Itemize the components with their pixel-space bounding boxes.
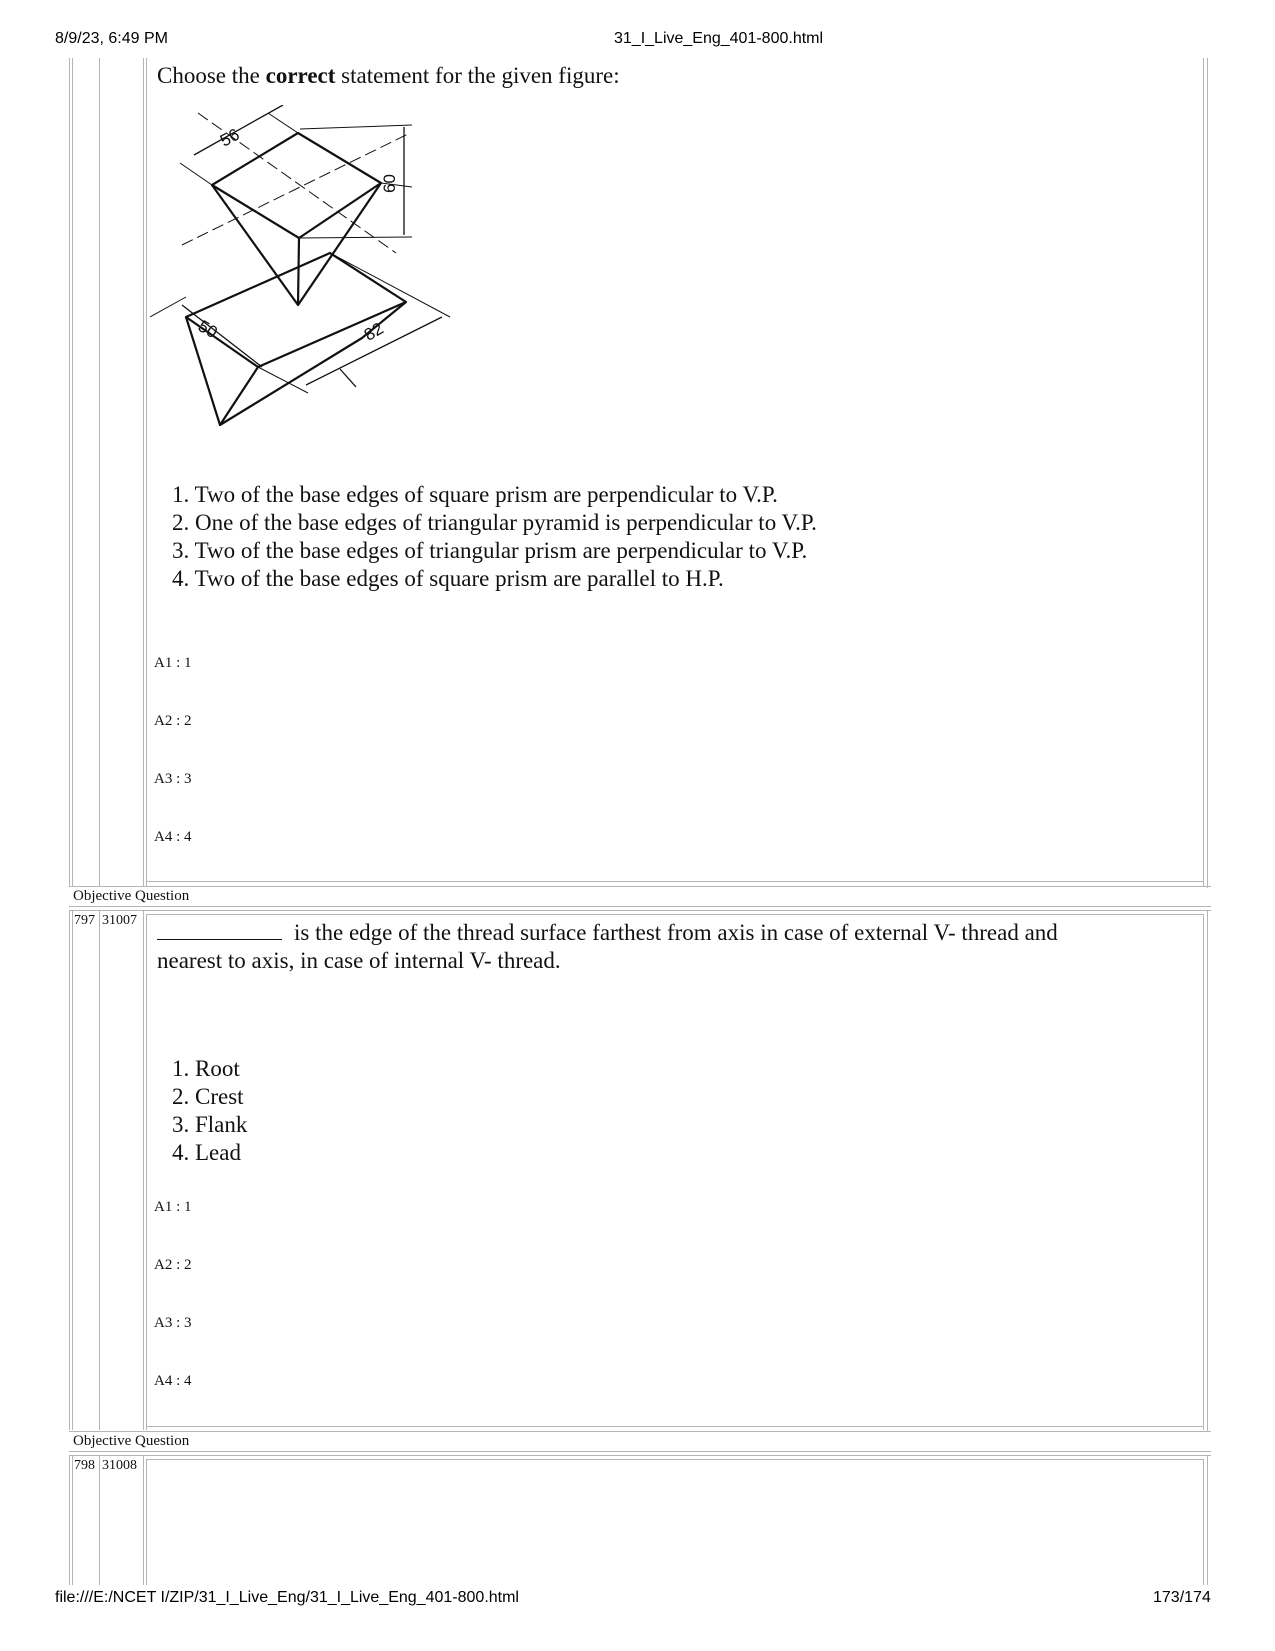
cell-top-border xyxy=(146,1459,1204,1460)
option-item: 2. Crest xyxy=(172,1084,244,1109)
question-text xyxy=(157,62,620,90)
table-col-divider-inner xyxy=(146,914,147,1430)
question-serial: 797 xyxy=(74,913,95,928)
answer-option: A1 : 1 xyxy=(154,1199,192,1215)
option-item: 2. One of the base edges of triangular pyramid is perpendicular to V.P. xyxy=(172,510,817,535)
table-border-right xyxy=(1203,1459,1204,1585)
table-border-left-inner xyxy=(72,58,73,886)
cell-top-border xyxy=(146,914,1204,915)
options-list xyxy=(172,481,817,593)
table-col-divider xyxy=(99,910,100,1430)
table-border-right xyxy=(1203,914,1204,1430)
answer-option: A2 : 2 xyxy=(154,1257,192,1273)
dimension-label: 50 xyxy=(194,316,221,343)
question-text-part: nearest to axis, in case of internal V- thread. xyxy=(157,948,561,973)
table-row-border-inner xyxy=(69,1455,1211,1456)
answer-option: A4 : 4 xyxy=(154,829,192,845)
question-text xyxy=(157,917,1058,975)
answer-option: A1 : 1 xyxy=(154,655,192,671)
technical-drawing-figure xyxy=(150,105,470,430)
table-border-left xyxy=(69,910,70,1430)
print-page-number: 173/174 xyxy=(1153,1589,1211,1606)
table-row-border xyxy=(69,886,1211,887)
table-col-divider-inner xyxy=(146,1459,147,1585)
section-label: Objective Question xyxy=(73,888,190,904)
table-row-border xyxy=(69,1431,1211,1432)
dimension-label: 82 xyxy=(360,318,387,345)
cell-bottom-border xyxy=(146,1426,1204,1427)
table-border-left xyxy=(69,58,70,886)
table-col-divider xyxy=(99,1455,100,1585)
question-text-part: is the edge of the thread surface farthest from axis in case of external V- thread and xyxy=(294,920,1058,945)
answer-option: A2 : 2 xyxy=(154,713,192,729)
table-col-divider xyxy=(143,58,144,886)
question-text-part: Choose the xyxy=(157,63,266,88)
print-datetime: 8/9/23, 6:49 PM xyxy=(55,30,168,47)
option-item: 3. Two of the base edges of triangular prism are perpendicular to V.P. xyxy=(172,538,808,563)
answer-option: A4 : 4 xyxy=(154,1373,192,1389)
question-serial: 798 xyxy=(74,1458,95,1473)
cell-bottom-border xyxy=(146,881,1204,882)
table-col-divider xyxy=(143,910,144,1430)
question-text-bold: correct xyxy=(265,63,336,88)
table-col-divider xyxy=(99,58,100,886)
question-text-part: statement for the given figure: xyxy=(335,63,620,88)
answer-option: A3 : 3 xyxy=(154,771,192,787)
table-border-left-inner xyxy=(72,910,73,1430)
answer-option: A3 : 3 xyxy=(154,1315,192,1331)
dimension-label: 60 xyxy=(380,174,399,193)
table-border-right xyxy=(1203,58,1204,886)
print-file-path: file:///E:/NCET I/ZIP/31_I_Live_Eng/31_I_Live_Eng_401-800.html xyxy=(55,1589,519,1606)
table-border-right-outer xyxy=(1207,1455,1208,1585)
fill-in-blank xyxy=(157,917,282,940)
table-border-left xyxy=(69,1455,70,1585)
question-id: 31007 xyxy=(102,913,137,928)
table-col-divider-inner xyxy=(146,58,147,886)
table-border-right-outer xyxy=(1207,58,1208,888)
table-border-left-inner xyxy=(72,1455,73,1585)
table-row-border xyxy=(69,1451,1211,1452)
question-id: 31008 xyxy=(102,1458,137,1473)
option-item: 3. Flank xyxy=(172,1112,248,1137)
option-item: 4. Two of the base edges of square prism are parallel to H.P. xyxy=(172,566,724,591)
table-col-divider xyxy=(143,1455,144,1585)
option-item: 4. Lead xyxy=(172,1140,241,1165)
option-item: 1. Root xyxy=(172,1056,240,1081)
options-list xyxy=(172,1055,247,1167)
section-label: Objective Question xyxy=(73,1433,190,1449)
dimension-label: 56 xyxy=(216,124,243,151)
table-row-border-inner xyxy=(69,910,1211,911)
table-border-right-outer xyxy=(1207,910,1208,1432)
option-item: 1. Two of the base edges of square prism are perpendicular to V.P. xyxy=(172,482,778,507)
table-row-border xyxy=(69,906,1211,907)
print-page-title: 31_I_Live_Eng_401-800.html xyxy=(614,30,824,47)
